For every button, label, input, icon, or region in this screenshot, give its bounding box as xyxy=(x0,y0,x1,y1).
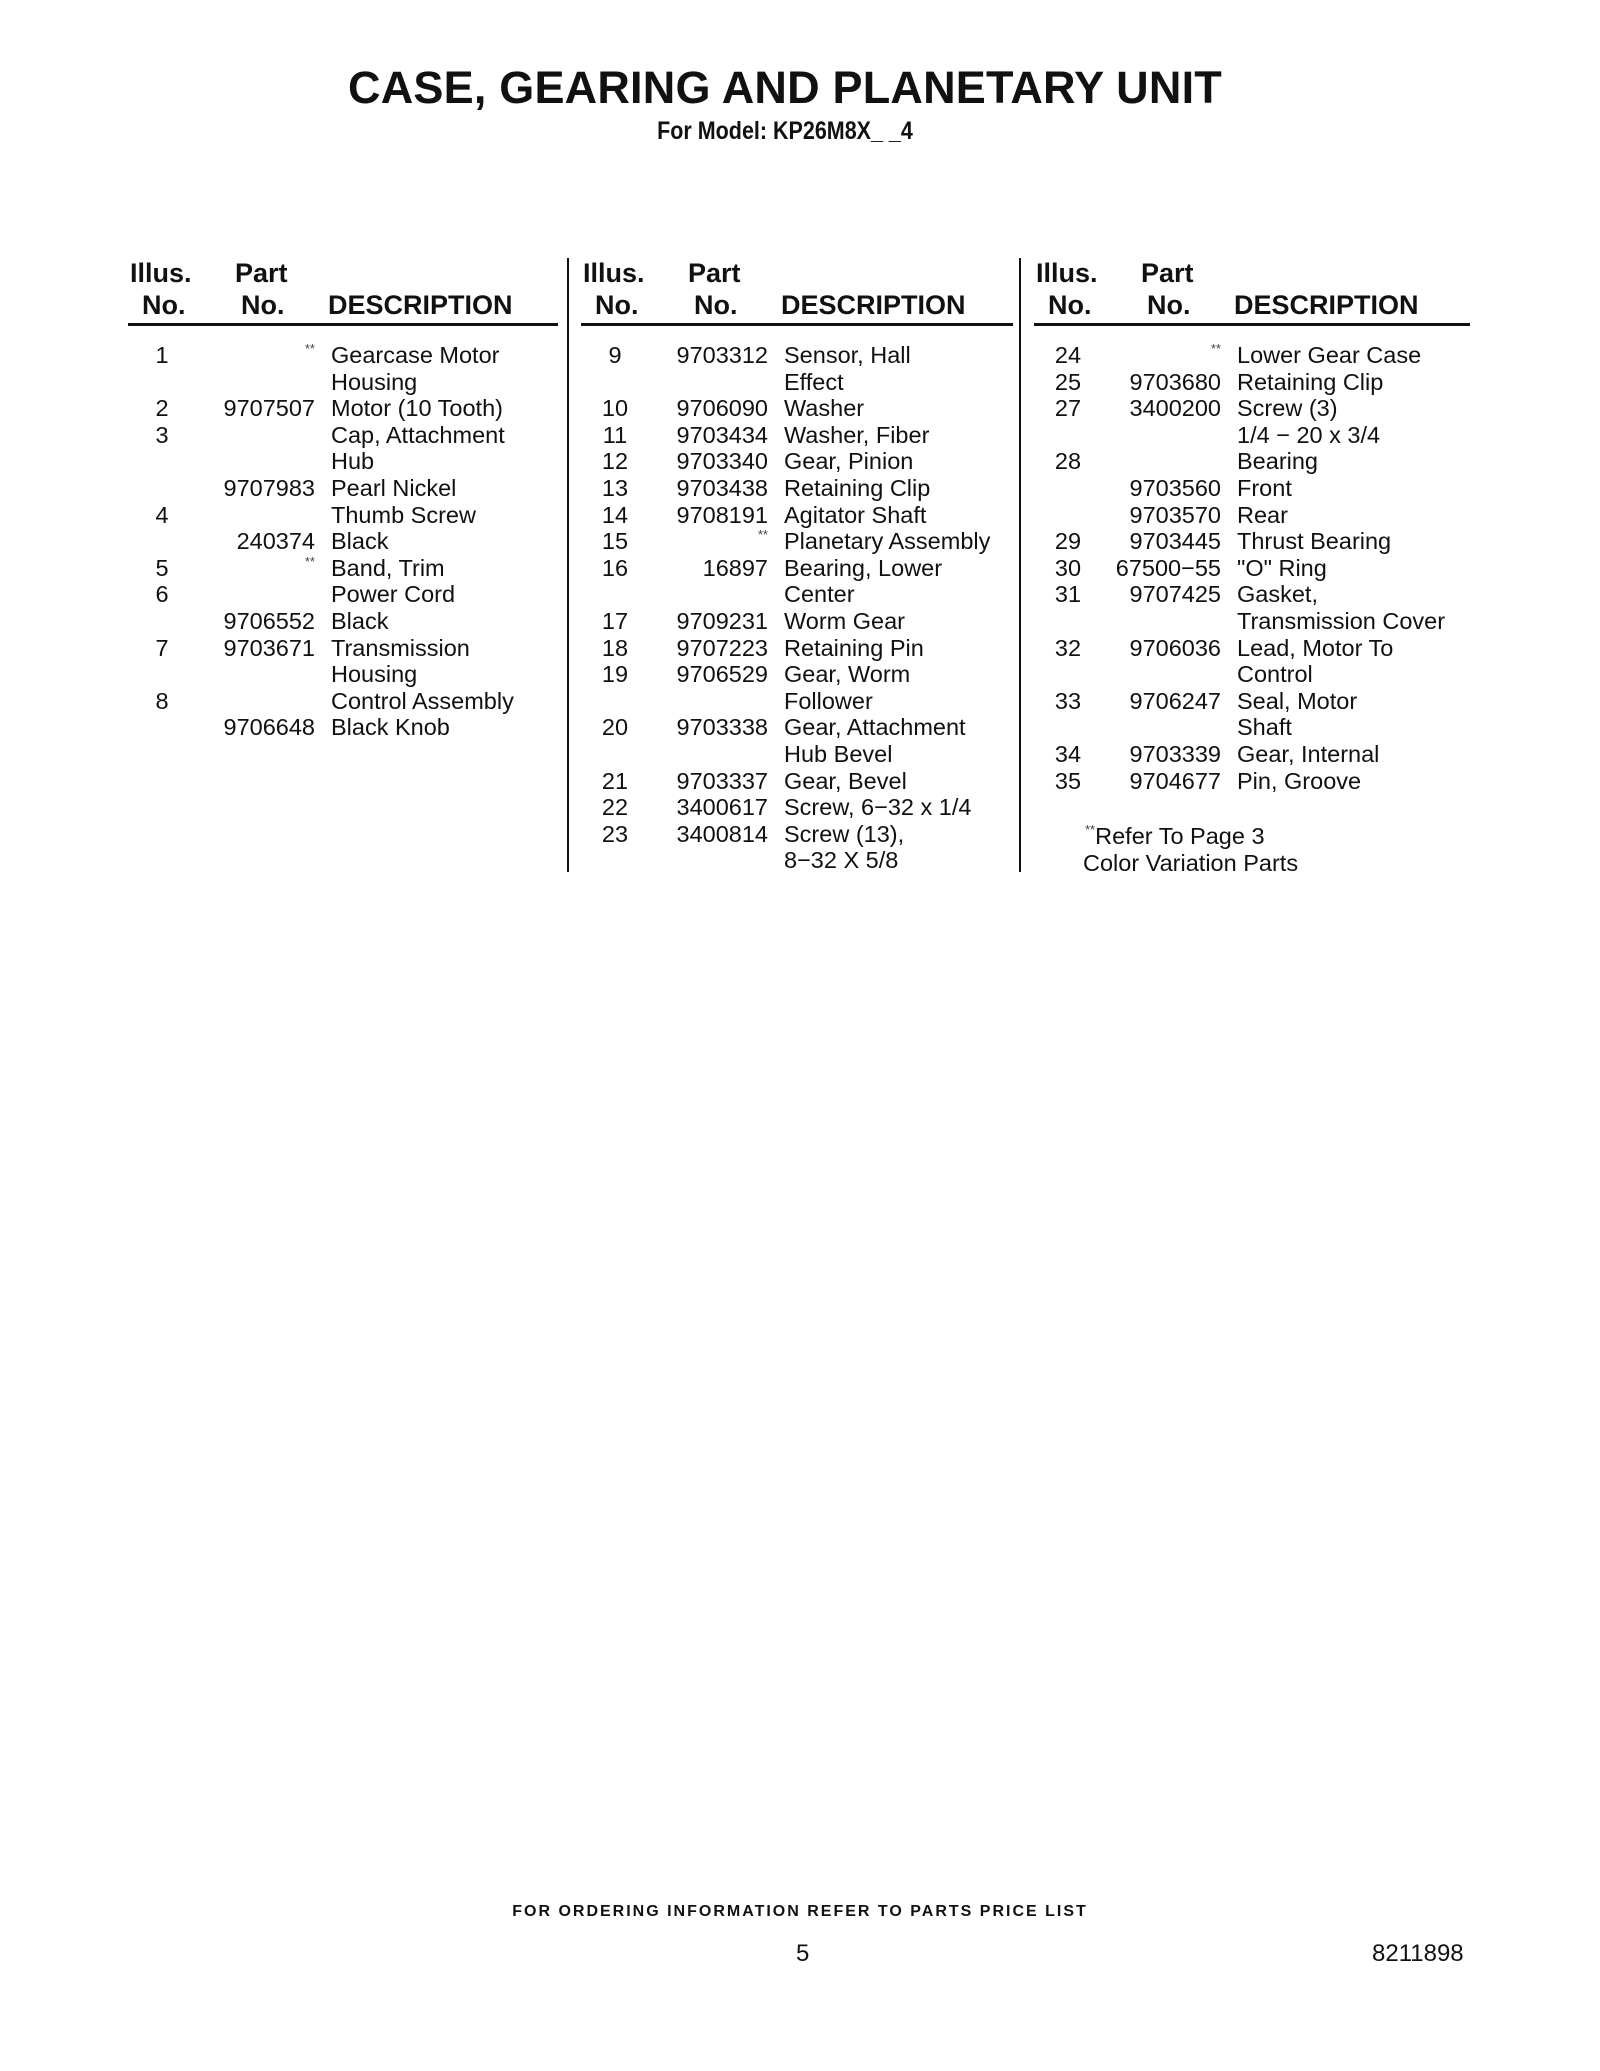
part-no-cell: 9706552 xyxy=(223,607,315,634)
description-cell: Bearing xyxy=(1237,448,1318,475)
description-cell: Cap, Attachment xyxy=(331,421,505,448)
description-cell: Gear, Bevel xyxy=(784,767,907,794)
description-cell: Pin, Groove xyxy=(1237,767,1362,794)
part-no-cell: 9706036 xyxy=(1129,634,1221,661)
part-no-cell: 9708191 xyxy=(676,501,768,528)
parts-row xyxy=(1034,635,1470,662)
parts-row xyxy=(581,502,1013,529)
parts-row xyxy=(581,369,1013,396)
column-header xyxy=(1034,258,1470,326)
header-part: Part xyxy=(688,258,741,288)
description-cell: Lead, Motor To xyxy=(1237,634,1394,661)
description-cell: Transmission xyxy=(331,634,470,661)
header-illus: Illus. xyxy=(130,258,192,288)
description-cell: Thumb Screw xyxy=(331,501,476,528)
illus-no-cell: 33 xyxy=(1054,687,1082,714)
part-no-cell: 9707223 xyxy=(676,634,768,661)
description-cell: Gear, Attachment xyxy=(784,714,966,741)
part-no-cell: 67500−55 xyxy=(1115,554,1221,581)
header-illus-no: No. xyxy=(142,290,186,320)
parts-row xyxy=(1034,475,1470,502)
document-number: 8211898 xyxy=(1372,1940,1464,1967)
parts-row xyxy=(1034,395,1470,422)
description-cell: Gear, Internal xyxy=(1237,740,1380,767)
description-cell: Retaining Clip xyxy=(1237,368,1384,395)
parts-row xyxy=(1034,714,1470,741)
illus-no-cell: 17 xyxy=(601,607,629,634)
header-description: DESCRIPTION xyxy=(1234,290,1419,320)
parts-row xyxy=(128,555,558,582)
note-marker: ** xyxy=(1085,822,1096,837)
description-cell: Worm Gear xyxy=(784,607,905,634)
part-no-cell: 9703434 xyxy=(676,421,768,448)
description-cell: 8−32 X 5/8 xyxy=(784,847,899,874)
parts-row xyxy=(581,422,1013,449)
part-no-cell: 9706090 xyxy=(676,395,768,422)
parts-row xyxy=(128,448,558,475)
parts-row xyxy=(1034,422,1470,449)
description-cell: Hub xyxy=(331,448,375,475)
parts-row xyxy=(128,502,558,529)
description-cell: Seal, Motor xyxy=(1237,687,1358,714)
illus-no-cell: 11 xyxy=(602,421,628,448)
part-no-cell: 9703340 xyxy=(676,448,768,475)
header-part: Part xyxy=(1141,258,1194,288)
part-no-cell: 9706529 xyxy=(676,661,768,688)
illus-no-cell: 35 xyxy=(1054,767,1082,794)
part-no-cell: 9709231 xyxy=(676,607,768,634)
description-cell: Screw (13), xyxy=(784,820,905,847)
illus-no-cell: 13 xyxy=(601,474,629,501)
part-no-cell: 3400814 xyxy=(676,820,768,847)
illus-no-cell: 21 xyxy=(601,767,629,794)
illus-no-cell: 15 xyxy=(601,528,629,555)
parts-row xyxy=(128,528,558,555)
illus-no-cell: 29 xyxy=(1054,528,1082,555)
illus-no-cell: 19 xyxy=(601,661,629,688)
part-no-cell: 9703312 xyxy=(676,342,768,368)
description-cell: Transmission Cover xyxy=(1237,607,1446,634)
column-header xyxy=(128,258,558,326)
parts-row xyxy=(581,528,1013,555)
description-cell: Motor (10 Tooth) xyxy=(331,395,503,422)
description-cell: Agitator Shaft xyxy=(784,501,927,528)
description-cell: Hub Bevel xyxy=(784,740,893,767)
part-no-cell: 9707507 xyxy=(223,395,315,422)
illus-no-cell: 4 xyxy=(155,501,169,528)
description-cell: Black Knob xyxy=(331,714,450,741)
illus-no-cell: 5 xyxy=(155,554,169,581)
illus-no-cell: 16 xyxy=(601,554,629,581)
parts-row xyxy=(1034,369,1470,396)
parts-row xyxy=(581,714,1013,741)
part-no-cell: 9707983 xyxy=(223,474,315,501)
parts-row xyxy=(128,422,558,449)
illus-no-cell: 22 xyxy=(601,794,629,821)
header-description: DESCRIPTION xyxy=(328,290,513,320)
model-subtitle: For Model: KP26M8X_ _4 xyxy=(657,117,913,145)
illus-no-cell: 34 xyxy=(1054,740,1082,767)
parts-row xyxy=(581,741,1013,768)
note-line-2: Color Variation Parts xyxy=(1083,849,1299,876)
page-title: CASE, GEARING AND PLANETARY UNIT xyxy=(348,62,1222,113)
header-illus: Illus. xyxy=(1036,258,1098,288)
description-cell: Retaining Clip xyxy=(784,474,931,501)
parts-row xyxy=(128,688,558,715)
part-no-cell: 9707425 xyxy=(1129,581,1221,608)
parts-row xyxy=(1034,555,1470,582)
part-no-cell: 240374 xyxy=(236,528,315,555)
parts-row xyxy=(581,847,1013,874)
header-description: DESCRIPTION xyxy=(781,290,966,320)
part-no-cell: 9703338 xyxy=(676,714,768,741)
description-cell: 1/4 − 20 x 3/4 xyxy=(1237,421,1381,448)
parts-row xyxy=(581,555,1013,582)
part-no-cell: 9703337 xyxy=(676,767,768,794)
header-part-no: No. xyxy=(694,290,738,320)
description-cell: Washer, Fiber xyxy=(784,421,930,448)
part-no-cell: ** xyxy=(304,553,315,569)
description-cell: Effect xyxy=(784,368,844,395)
description-cell: Gearcase Motor xyxy=(331,342,500,368)
description-cell: Power Cord xyxy=(331,581,456,608)
description-cell: Gear, Worm xyxy=(784,661,911,688)
illus-no-cell: 18 xyxy=(601,634,629,661)
illus-no-cell: 3 xyxy=(155,421,169,448)
parts-row xyxy=(581,635,1013,662)
parts-rows xyxy=(128,342,558,741)
part-no-cell: 9703680 xyxy=(1129,368,1221,395)
parts-row xyxy=(581,342,1013,369)
illus-no-cell: 31 xyxy=(1054,581,1082,608)
parts-row xyxy=(128,395,558,422)
description-cell: Shaft xyxy=(1237,714,1292,741)
parts-row xyxy=(1034,528,1470,555)
description-cell: Gasket, xyxy=(1237,581,1318,608)
part-no-cell: 3400617 xyxy=(676,794,768,821)
parts-row xyxy=(1034,502,1470,529)
ordering-footer: FOR ORDERING INFORMATION REFER TO PARTS PRICE LIST xyxy=(512,1903,1088,1920)
part-no-cell: 9703560 xyxy=(1129,474,1221,501)
description-cell: Black xyxy=(331,528,389,555)
description-cell: Black xyxy=(331,607,389,634)
header-illus-no: No. xyxy=(1048,290,1092,320)
illus-no-cell: 6 xyxy=(155,581,169,608)
description-cell: Planetary Assembly xyxy=(784,528,991,555)
color-variation-note xyxy=(1085,823,1298,876)
illus-no-cell: 25 xyxy=(1054,368,1082,395)
part-no-cell: ** xyxy=(757,527,768,543)
column-divider xyxy=(567,258,569,872)
description-cell: Control Assembly xyxy=(331,687,514,714)
parts-row xyxy=(581,581,1013,608)
illus-no-cell: 12 xyxy=(601,448,629,475)
parts-row xyxy=(128,342,558,369)
part-no-cell: 9703570 xyxy=(1129,501,1221,528)
description-cell: Lower Gear Case xyxy=(1237,342,1422,368)
parts-row xyxy=(1034,661,1470,688)
parts-row xyxy=(581,448,1013,475)
parts-column-2 xyxy=(581,258,1013,874)
parts-row xyxy=(581,794,1013,821)
parts-row xyxy=(128,714,558,741)
parts-row xyxy=(128,581,558,608)
parts-row xyxy=(581,768,1013,795)
illus-no-cell: 2 xyxy=(155,395,169,422)
description-cell: Bearing, Lower xyxy=(784,554,943,581)
part-no-cell: 9706648 xyxy=(223,714,315,741)
header-part-no: No. xyxy=(1147,290,1191,320)
parts-row xyxy=(581,608,1013,635)
parts-column-3 xyxy=(1034,258,1470,794)
parts-row xyxy=(1034,448,1470,475)
parts-row xyxy=(128,475,558,502)
parts-row xyxy=(128,635,558,662)
header-illus-no: No. xyxy=(595,290,639,320)
parts-row xyxy=(128,608,558,635)
description-cell: Thrust Bearing xyxy=(1237,528,1392,555)
parts-row xyxy=(1034,741,1470,768)
parts-row xyxy=(1034,688,1470,715)
description-cell: Follower xyxy=(784,687,873,714)
part-no-cell: 9703445 xyxy=(1129,528,1221,555)
parts-row xyxy=(581,475,1013,502)
illus-no-cell: 9 xyxy=(608,342,622,368)
page-number: 5 xyxy=(796,1940,810,1967)
illus-no-cell: 23 xyxy=(601,820,629,847)
header-part-no: No. xyxy=(241,290,285,320)
parts-row xyxy=(1034,581,1470,608)
illus-no-cell: 1 xyxy=(155,342,169,368)
description-cell: Gear, Pinion xyxy=(784,448,914,475)
part-no-cell: ** xyxy=(1210,341,1221,356)
description-cell: Control xyxy=(1237,661,1313,688)
description-cell: Housing xyxy=(331,368,418,395)
description-cell: Band, Trim xyxy=(331,554,445,581)
description-cell: Center xyxy=(784,581,855,608)
column-divider xyxy=(1019,258,1021,872)
part-no-cell: 9703438 xyxy=(676,474,768,501)
description-cell: Screw, 6−32 x 1/4 xyxy=(784,794,972,821)
header-illus: Illus. xyxy=(583,258,645,288)
parts-row xyxy=(1034,608,1470,635)
description-cell: Washer xyxy=(784,395,865,422)
parts-row xyxy=(1034,342,1470,369)
part-no-cell: 9706247 xyxy=(1129,687,1221,714)
parts-row xyxy=(581,395,1013,422)
description-cell: Retaining Pin xyxy=(784,634,924,661)
description-cell: Rear xyxy=(1237,501,1288,528)
parts-column-1 xyxy=(128,258,558,741)
header-part: Part xyxy=(235,258,288,288)
parts-rows xyxy=(1034,342,1470,794)
description-cell: Pearl Nickel xyxy=(331,474,457,501)
part-no-cell: 9703339 xyxy=(1129,740,1221,767)
parts-row xyxy=(581,661,1013,688)
illus-no-cell: 24 xyxy=(1054,342,1082,368)
illus-no-cell: 30 xyxy=(1054,554,1082,581)
illus-no-cell: 8 xyxy=(155,687,169,714)
description-cell: "O" Ring xyxy=(1237,554,1327,581)
illus-no-cell: 27 xyxy=(1054,395,1082,422)
part-no-cell: ** xyxy=(304,341,315,356)
parts-row xyxy=(1034,768,1470,795)
parts-row xyxy=(128,369,558,396)
note-line-1: Refer To Page 3 xyxy=(1095,823,1265,849)
part-no-cell: 9704677 xyxy=(1129,767,1221,794)
parts-rows xyxy=(581,342,1013,874)
illus-no-cell: 20 xyxy=(601,714,629,741)
description-cell: Front xyxy=(1237,474,1292,501)
illus-no-cell: 28 xyxy=(1054,448,1082,475)
illus-no-cell: 32 xyxy=(1054,634,1082,661)
illus-no-cell: 10 xyxy=(601,395,629,422)
parts-row xyxy=(581,688,1013,715)
parts-row xyxy=(581,821,1013,848)
illus-no-cell: 7 xyxy=(155,634,169,661)
description-cell: Screw (3) xyxy=(1237,395,1338,422)
description-cell: Housing xyxy=(331,661,418,688)
part-no-cell: 3400200 xyxy=(1129,395,1221,422)
description-cell: Sensor, Hall xyxy=(784,342,911,368)
part-no-cell: 9703671 xyxy=(223,634,315,661)
column-header xyxy=(581,258,1013,326)
part-no-cell: 16897 xyxy=(702,554,768,581)
parts-row xyxy=(128,661,558,688)
illus-no-cell: 14 xyxy=(601,501,629,528)
